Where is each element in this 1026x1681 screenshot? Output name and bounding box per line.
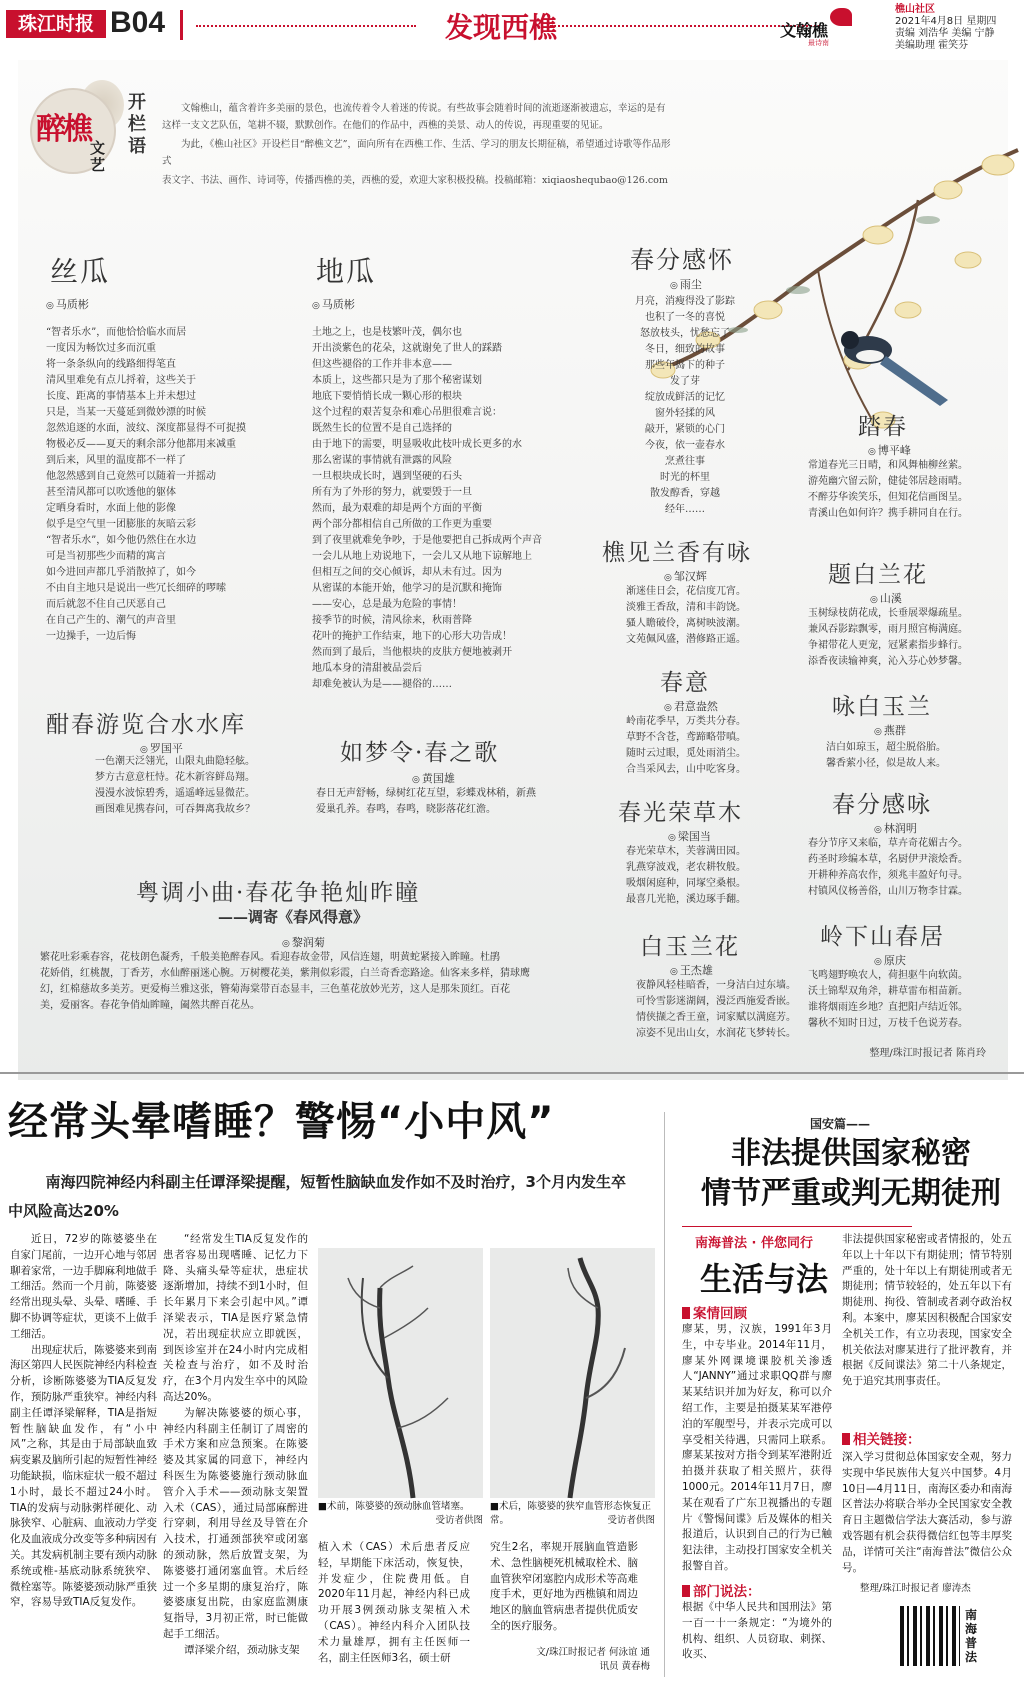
poem-line: 玉树绿枝荫花成，长垂展翠爆疏星。 bbox=[808, 608, 968, 619]
poem-line: 骚人瞻破伶，离树映波潮。 bbox=[626, 618, 746, 629]
poem-author: ◎ 黄国雄 bbox=[412, 770, 455, 786]
health-subheadline: 南海四院神经内科副主任谭泽梁提醒，短暂性脑缺血发作如不及时治疗，3个月内发生卒中风险高达20% bbox=[8, 1173, 626, 1220]
angiogram-photo-after bbox=[490, 1248, 655, 1498]
poem-line: 在自己产生的、潮气的声音里 bbox=[46, 615, 176, 626]
poem-title: 题白兰花 bbox=[828, 562, 928, 588]
paragraph: 为解决陈婆婆的烦心事，神经内科副主任制订了周密的手术方案和应急预案。在陈婆婆及其家属的同意下，神经内科医生为陈婆婆施行颈动脉血管介入手术——颈动脉支架置入术（CAS），通过局部麻醉进行穿刺，利用导丝及导管在介入技术，打通颈部狭窄或闭塞的颈动脉，然后放置支架，为陈婆婆打通闭塞血管。术后经过一个多星期的康复治疗，陈婆婆康复出院，由家庭监测康复指导，3月初正常，时已能做起手工细活。 bbox=[163, 1406, 308, 1640]
poem-line: 随时云过眼，觅处雨消尘。 bbox=[626, 748, 746, 759]
poem-line: 怒放枝头，忧愁忘了 bbox=[640, 328, 730, 339]
poem-subtitle: ——调寄《春风得意》 bbox=[218, 908, 369, 926]
law-explanation: 非法提供国家秘密或者情报的，处五年以上十年以下有期徒刑；情节特别严重的，处十年以上有期徒刑或者无期徒刑；情节较轻的，处五年以下有期徒刑、拘役、管制或者剥夺政治权利。本案中，廖某因积极配合国家安全机关工作，有立功表现，国家安全机关依法对廖某进行了批评教育，并根据《反间谍法》第二十八条规定，免于追究其刑事责任。 bbox=[842, 1233, 1012, 1388]
poem-line: 沃土锦犁双角斧，耕草雷布相苗新。 bbox=[808, 986, 968, 997]
poem-line: 春光荣草木，芙蓉满田园。 bbox=[626, 846, 746, 857]
qr-label: 南海普法 bbox=[965, 1608, 978, 1664]
poem-line: 春日无声舒畅，绿树红花互望，彩蝶戏林稍，新燕 bbox=[316, 788, 536, 799]
poem-line: 烹煮往事 bbox=[665, 456, 705, 467]
poem-author: ◎ 梁国当 bbox=[668, 828, 711, 844]
poem-line: 开出淡紫色的花朵，这就谢免了世人的踩踏 bbox=[312, 343, 502, 354]
poem-author: ◎ 马质彬 bbox=[312, 296, 355, 312]
poem-line: 地瓜本身的清甜被品尝后 bbox=[312, 663, 422, 674]
paragraph: “经常发生TIA反复发作的患者容易出现嗜睡、记忆力下降、头痛头晕等症状，患症状逐渐增加，持续不到1小时，但长年累月下来会引起中风。”谭泽梁表示，TIA是医疗紧急情况，若出现症状应立即就医，到医诊室并在24小时内完成相关检查与治疗，如不及时治疗，在3个月内发生卒中的风险高达20%。 bbox=[163, 1233, 308, 1403]
poem-line: 忽然追逐的水面，波纹、深度都显得不可捉摸 bbox=[46, 423, 246, 434]
poem-line: 开耕种养高农作，须兆丰盈好句寻。 bbox=[808, 870, 968, 881]
poem-author: ◎ 燕群 bbox=[874, 722, 906, 738]
poem-line: 也积了一冬的喜悦 bbox=[645, 312, 725, 323]
poem-title: 岭下山春居 bbox=[820, 924, 945, 950]
poem-line: 草野不含苍，鸢蹄略带嗔。 bbox=[626, 732, 746, 743]
poem-line: 然而，最为艰难的却是两个方面的平衡 bbox=[312, 503, 482, 514]
poem-line: “智者乐水”，如今他仍然住在水边 bbox=[46, 535, 197, 546]
poem-line: 定晒身看时，水面上他的影像 bbox=[46, 503, 176, 514]
poem-line: 漫漫水波惊碧秀，遥遥峰远显微茫。 bbox=[95, 788, 255, 799]
poem-line: 似乎是空气里一团膨胀的灰暗云彩 bbox=[46, 519, 196, 530]
brand-mark: 文翰樵 bbox=[780, 21, 829, 40]
poem-body bbox=[316, 786, 586, 818]
poem-line: 凉姿不见出山女，水润花飞梦转长。 bbox=[636, 1028, 796, 1039]
department-text: 根据《中华人民共和国刑法》第一百一十一条规定：“为境外的机构、组织、人员窃取、刺探、收买、 bbox=[682, 1601, 832, 1661]
security-kicker: 国安篇—— bbox=[810, 1117, 871, 1131]
poem-line: 甚至清风都可以吹透他的躯体 bbox=[46, 487, 176, 498]
poem-author: ◎ 雨尘 bbox=[670, 276, 702, 292]
poem-line: 洁白如琼玉，超尘脱俗胎。 bbox=[826, 742, 946, 753]
poem-body bbox=[636, 978, 796, 1042]
poem-body bbox=[312, 325, 592, 693]
poem-line: 经年…… bbox=[665, 504, 705, 515]
related-link-text: 深入学习贯彻总体国家安全观，努力实现中华民族伟大复兴中国梦。4月10日—4月11日，南海区委办和南海区普法办将联合举办全民国家安全教育日主题微信学法大赛活动，参与游戏答题有机会获得微信红包等丰厚奖品，详情可关注“南海普法”微信公众号。 bbox=[842, 1451, 1012, 1574]
photo-caption-after: ■术后，陈婆婆的狭窄血管形态恢复正常。 受访者供图 bbox=[490, 1501, 655, 1526]
poem-body bbox=[46, 325, 296, 645]
poem-line: 淡雅王香敌，清和丰韵饶。 bbox=[626, 602, 746, 613]
poem-line: 将一条条纵向的线路细得笔直 bbox=[46, 359, 176, 370]
poem-line: 添香夜读输神爽，沁入芬心妙梦馨。 bbox=[808, 656, 968, 667]
poem-body bbox=[808, 836, 988, 900]
poem-line: 岭南花季早，万类共分春。 bbox=[626, 716, 746, 727]
poem-line: 花叶的掩护工作结束，地下的心形大功告成！ bbox=[312, 631, 512, 642]
poem-title: 粤调小曲·春花争艳灿昨瞳 bbox=[136, 880, 421, 906]
poem-author: ◎ 罗国平 bbox=[140, 740, 183, 756]
poem-line: 由于地下的需要，明显吸收此枝叶成长更多的水 bbox=[312, 439, 522, 450]
poem-line: 幻，红棉慈故多美芳。更爱梅兰雅这张，簪菊海棠带百态显丰，三色堇花放妙光芳，这人是那朱顶红。百花 bbox=[40, 984, 510, 995]
poem-line: 散发醇香，穿越 bbox=[650, 488, 720, 499]
poem-line: 可怜雪影迷湖阔，漫泛西施爱香嵌。 bbox=[636, 996, 796, 1007]
poem-line: 不醉芬华诶笑乐，但知花信画图呈。 bbox=[808, 492, 968, 503]
poem-line: 两个部分都相信自己所做的工作更为重要 bbox=[312, 519, 492, 530]
poem-title: 踏春 bbox=[858, 414, 908, 440]
poem-title: 地瓜 bbox=[316, 255, 377, 288]
poem-line: 美，爱丽客。春花争俏灿眸瞳，阖然共醉百花丛。 bbox=[40, 1000, 260, 1011]
poem-line: 时光的杯里 bbox=[660, 472, 710, 483]
brand-rule bbox=[682, 1226, 912, 1227]
section-title: 发现西樵 bbox=[445, 11, 558, 44]
header-divider bbox=[180, 10, 183, 40]
department-heading: 部门说法： bbox=[682, 1580, 761, 1600]
poem-line: 长度、距离的事情基本上并未想过 bbox=[46, 391, 196, 402]
culture-credit: 整理/珠江时报记者 陈肖玲 bbox=[869, 1048, 986, 1059]
poem-line: 最喜几光艳，溪边琢手翻。 bbox=[626, 894, 746, 905]
poem-line: 发了芽 bbox=[670, 376, 700, 387]
poem-title: 春分感怀 bbox=[630, 246, 734, 274]
issue-date: 2021年4月8日 星期四 bbox=[895, 16, 997, 27]
poem-author: ◎ 马质彬 bbox=[46, 296, 89, 312]
poem-line: 绽放成鲜活的记忆 bbox=[645, 392, 725, 403]
column-label: 开栏语 bbox=[128, 92, 146, 157]
section-divider bbox=[0, 1072, 1024, 1074]
poem-line: 却难免被认为是——褪俗的…… bbox=[312, 679, 452, 690]
case-heading: 案情回顾 bbox=[682, 1302, 747, 1322]
poem-body bbox=[808, 458, 983, 522]
health-column-4: 究生2名，率规开展脑血管造影术、急性脑梗死机械取栓术、脑血管狭窄闭塞腔内成形术等高难度手术，更好地为西樵镇和周边地区的脑血管病患者提供优质安全的医疗服务。 bbox=[490, 1541, 638, 1632]
poem-author: ◎ 博平峰 bbox=[868, 442, 911, 458]
poem-line: 一色潮天泛翎光，山限丸曲隐轻舷。 bbox=[95, 756, 255, 767]
poem-author: ◎ 黎润菊 bbox=[282, 934, 325, 950]
poem-body bbox=[808, 968, 988, 1032]
poem-title: 白玉兰花 bbox=[640, 934, 740, 960]
poem-line: 地底下要悄悄长成一颗心形的根块 bbox=[312, 391, 462, 402]
poem-body bbox=[808, 606, 988, 670]
poem-line: 但相互之间的交心倾诉，却从未有过。因为 bbox=[312, 567, 502, 578]
poem-line: 文苑佩风盛，潜修路正遥。 bbox=[626, 634, 746, 645]
security-headline-2: 情节严重或判无期徒刑 bbox=[701, 1176, 1001, 1211]
community-label: 樵山社区 bbox=[895, 4, 935, 15]
poem-line: 情侠撷之香王童，词家赋以满庭芳。 bbox=[636, 1012, 796, 1023]
poem-line: 馨秋不知时日过，万枝千色说芳春。 bbox=[808, 1018, 968, 1029]
poem-line: 到后来，风里的温度都不一样了 bbox=[46, 455, 186, 466]
proof-line: 美编助理 霍笑芬 bbox=[895, 40, 969, 51]
poem-line: 敲开，紧锁的心门 bbox=[645, 424, 725, 435]
brand-sub: 最诗南 bbox=[808, 39, 829, 47]
poem-line: 画图难见携春问，可吞舞离我故乡？ bbox=[95, 804, 255, 815]
poem-author: ◎ 林润明 bbox=[874, 820, 917, 836]
column-intro bbox=[162, 100, 672, 191]
newspaper-logo: 珠江时报 bbox=[6, 10, 106, 38]
dotted-rule-left bbox=[196, 25, 416, 27]
poem-line: 清风里难免有点儿捋着，这些关于 bbox=[46, 375, 196, 386]
poem-line: 既然生长的位置不是自己选择的 bbox=[312, 423, 452, 434]
poem-title: 丝瓜 bbox=[50, 255, 111, 288]
paragraph: 近日，72岁的陈婆婆坐在自家门尾前，一边开心地与邻居聊着家常，一边手脚麻利地做手工细活。然而一个月前，陈婆婆经常出现头晕、头晕、嗜睡、手脚不协调等症状，更谈不上做手工细活。 bbox=[10, 1233, 157, 1340]
poem-line: 如今进回声都几乎消散掉了，如今 bbox=[46, 567, 196, 578]
poem-line: 所有为了外形的努力，就要毁于一旦 bbox=[312, 487, 472, 498]
poem-title: 樵见兰香有咏 bbox=[602, 540, 752, 566]
poem-line: 只是，当某一天蔓延到微妙漂的时候 bbox=[46, 407, 206, 418]
poem-line: 繁花吐彩乘春容，花枝朗色凝秀，千般美艳醉春风。看迎春故金带，风信连翅，明黄蛇紧接入眸瞳。杜鹃 bbox=[40, 952, 500, 963]
brand-title: 生活与法 bbox=[700, 1260, 829, 1298]
poem-line: 吸烟闲庭种，同塚空桑根。 bbox=[626, 878, 746, 889]
poem-line: 村镇风仪杨善俗，山川万物李甘霖。 bbox=[808, 886, 968, 897]
poem-body bbox=[610, 294, 760, 518]
poem-line: 月亮，消瘦得没了影踪 bbox=[635, 296, 735, 307]
poem-body bbox=[626, 844, 776, 908]
paragraph: 谭泽梁介绍，颈动脉支架 bbox=[184, 1643, 300, 1656]
poem-body bbox=[626, 584, 776, 648]
poem-line: 渐迷佳日会，花信度兀宵。 bbox=[626, 586, 746, 597]
poem-line: 兼风吞影踪飘零，雨月照宫梅满庭。 bbox=[808, 624, 968, 635]
poem-line: 馨香萦小径，似是故人来。 bbox=[826, 758, 946, 769]
poem-body bbox=[826, 740, 976, 772]
poem-line: 物极必反——夏天的剩余部分他都用来减重 bbox=[46, 439, 236, 450]
poem-line: 一度因为畅饮过多而沉重 bbox=[46, 343, 156, 354]
page-number: B04 bbox=[110, 6, 166, 39]
poem-author: ◎ 王杰雄 bbox=[670, 962, 713, 978]
column-seal bbox=[30, 88, 120, 178]
poem-line: 争裙带花人更宠，冠紧素指步蜂行。 bbox=[808, 640, 968, 651]
poem-line: 那些年捣下的种子 bbox=[645, 360, 725, 371]
poem-line: 今夜，依一壶春水 bbox=[645, 440, 725, 451]
poem-line: “智者乐水”，而他恰恰临水而居 bbox=[46, 327, 187, 338]
poem-line: 常道春光三日晴，和风舞柚柳丝萦。 bbox=[808, 460, 968, 471]
poem-line: 可是当初那些少而精的寓言 bbox=[46, 551, 166, 562]
seal-title: 醉樵 bbox=[36, 112, 90, 147]
paragraph: 出现症状后，陈婆婆来到南海区第四人民医院神经内科检查分析，诊断陈婆婆为TIA反复发作，预防脉严重狭窄。神经内科副主任谭泽梁解释，TIA是指短暂性脑缺血发作，有“小中风”之称，其是由于局部缺血致病变累及脑所引起的短暂性神经功能缺损，临床症状一般不超过1小时，最长不超过24小时。TIA的发病与动脉粥样硬化、动脉狭窄、心脏病、血液动力学变化及血液成分改变等多种病因有关。其发病机制主要有颈内动脉系统或椎-基底动脉系统狭窄、微栓塞等。陈婆婆颈动脉严重狭窄，容易导致TIA反复发作。 bbox=[10, 1343, 157, 1609]
issue-meta bbox=[895, 4, 1020, 52]
poem-line: 从密谋的本能开始，他学习的是沉默和掩饰 bbox=[312, 583, 502, 594]
poem-line: ——安心，总是最为危险的事情！ bbox=[312, 599, 462, 610]
poem-title: 咏白玉兰 bbox=[832, 694, 932, 720]
photo-caption-before: ■术前，陈婆婆的颈动脉血管堵塞。 受访者供图 bbox=[318, 1501, 483, 1526]
poem-line: 而后就忽不住自己厌恶自己 bbox=[46, 599, 166, 610]
poem-title: 春意 bbox=[660, 670, 710, 696]
poem-line: 本质上，这些都只是为了那个秘密谋划 bbox=[312, 375, 482, 386]
intro-paragraph: 文翰樵山，蕴含着许多美丽的景色，也流传着令人着迷的传说。有些故事会随着时间的流逝逐渐被遗忘，幸运的是有这样一支文艺队伍，笔耕不辍，默默创作。在他们的作品中，西樵的美景、动人的传说，再现重要的见证。 bbox=[162, 103, 666, 131]
health-byline: 文/珠江时报记者 何泳谊 通讯员 黄春梅 bbox=[536, 1647, 650, 1672]
poem-body bbox=[40, 950, 595, 1014]
poem-line: 接季节的时候，清风徐来，秋雨普降 bbox=[312, 615, 472, 626]
poem-line: 一会儿从地上劝说地下，一会儿又从地下谅解地上 bbox=[312, 551, 532, 562]
poem-line: 他忽然感到自己竟然可以随着一并摇动 bbox=[46, 471, 216, 482]
poem-line: 花娇俏，红桃靓，丁香芳，水仙醉丽迷心腕。万树樱花美，紫荆似彩霞，白兰奇香恋路途。仙客来多样，猜球鹰 bbox=[40, 968, 530, 979]
health-headline: 经常头晕嗜睡？警惕“小中风” bbox=[8, 1099, 555, 1145]
poem-line: 一旦根块成长时，遇到坚硬的石头 bbox=[312, 471, 462, 482]
poem-title: 酣春游览合水水库 bbox=[46, 712, 246, 738]
poem-line: 飞鸣翅野唤农人，荷担驱牛向软茵。 bbox=[808, 970, 968, 981]
related-link-heading: 相关链接： bbox=[842, 1428, 921, 1448]
poem-line: 乳燕穿波戏，老农耕牧般。 bbox=[626, 862, 746, 873]
qr-code[interactable] bbox=[900, 1606, 960, 1666]
case-text: 廖某，男，汉族，1991年3月生，中专毕业。2014年11月，廖某外网课境课胶机关渗透人“JANNY”通过求职QQ群与廖某某结识并加为好友，称可以介绍工作，主要是拍摄某某军港停泊的军舰型号，并表示完成可以享受相关待遇，只需同上联系。廖某某按对方指令到某军港附近拍摄并获取了相关照片，获得1000元。2014年11月7日，廖某在观看了广东卫视播出的专题片《警惕间谍》后及媒体的相关报道后，认识到自己的行为已触犯法律，主动投打国家安全机关报警自首。 bbox=[682, 1323, 832, 1572]
page-header bbox=[0, 0, 1024, 50]
poem-line: 到了夜里就难免争吵，于是他要把自己拆成两个声音 bbox=[312, 535, 542, 546]
poem-line: 春分节序又来临，草卉奇花媚古今。 bbox=[808, 838, 968, 849]
poem-title: 春分感咏 bbox=[832, 792, 932, 818]
health-column-2 bbox=[163, 1232, 308, 1672]
poem-line: 然而到了最后，当他根块的皮肤方便地被剥开 bbox=[312, 647, 512, 658]
poem-line: 青溪山色如何许？携手耕同自在行。 bbox=[808, 508, 968, 519]
column-rule bbox=[664, 1112, 665, 1677]
poem-author: ◎ 君意盎然 bbox=[664, 698, 718, 714]
editor-line: 责编 刘浩华 美编 宁静 bbox=[895, 28, 995, 39]
poem-line: 土地之上，也是枝繁叶茂，偶尔也 bbox=[312, 327, 462, 338]
poem-line: 这个过程的艰苦复杂和难心吊胆很难言说： bbox=[312, 407, 502, 418]
poem-author: ◎ 邹汉辉 bbox=[664, 568, 707, 584]
brand-emblem-icon bbox=[830, 8, 852, 26]
poem-line: 不由自主地只是说出一些冗长细碎的啰嗦 bbox=[46, 583, 226, 594]
angiogram-photo-before bbox=[318, 1248, 483, 1498]
poem-line: 合当采风去，山中吃客身。 bbox=[626, 764, 746, 775]
health-column-3: 植入术（CAS）术后患者反应轻，早期能下床活动，恢复快，并发症少，住院费用低。自2020年11月起，神经内科已成功开展3例颈动脉支架植入术（CAS）。神经内科介入团队技术力量雄厚，拥有主任医师一名，副主任医师3名，硕士研 bbox=[318, 1541, 470, 1664]
intro-paragraph: 表文字、书法、画作、诗词等，传播西樵的美，西樵的爱，欢迎大家积极投稿。投稿邮箱：xiqiaoshequbao@126.com bbox=[162, 175, 668, 186]
seal-subtitle: 文艺 bbox=[90, 139, 106, 174]
poem-author: ◎ 原庆 bbox=[874, 952, 906, 968]
poem-title: 如梦令·春之歌 bbox=[340, 740, 500, 766]
poem-line: 药圣时珍编本草，名厨伊尹滚烩香。 bbox=[808, 854, 968, 865]
poem-line: 游苑幽穴留云阶，健徒邻居趁雨晴。 bbox=[808, 476, 968, 487]
poem-line: 一边操手，一边后悔 bbox=[46, 631, 136, 642]
poem-line: 爱巢孔养。春鸣，春鸣，晓影落花红澹。 bbox=[316, 804, 496, 815]
brand-label: 南海普法 · 伴您同行 bbox=[695, 1236, 813, 1251]
security-credit: 整理/珠江时报记者 廖涛杰 bbox=[860, 1583, 971, 1594]
poem-line: 但这些褪俗的工作并非本意—— bbox=[312, 359, 452, 370]
security-headline-1: 非法提供国家秘密 bbox=[731, 1136, 971, 1171]
health-column-1 bbox=[10, 1232, 157, 1672]
poem-line: 冬日，细致的故事 bbox=[645, 344, 725, 355]
poem-line: 梦方古意意枉恃。花木新容鲜岛翔。 bbox=[95, 772, 255, 783]
poem-line: 那么密谋的事情就有泄露的风险 bbox=[312, 455, 452, 466]
poem-body bbox=[60, 754, 290, 818]
poem-line: 谁将烟雨连乡地？直把阳卢结近邻。 bbox=[808, 1002, 968, 1013]
poem-author: ◎ 山溪 bbox=[870, 590, 902, 606]
intro-paragraph: 为此，《樵山社区》开设栏目“醉樵文艺”，面向所有在西樵工作、生活、学习的朋友长期征稿，希望通过诗歌等作品形式 bbox=[162, 139, 671, 167]
poem-title: 春光荣草木 bbox=[618, 800, 743, 826]
poem-body bbox=[626, 714, 776, 778]
poem-line: 夜静风轻桂暗香，一身洁白过东墙。 bbox=[636, 980, 796, 991]
poem-line: 窗外轻揉的风 bbox=[655, 408, 715, 419]
